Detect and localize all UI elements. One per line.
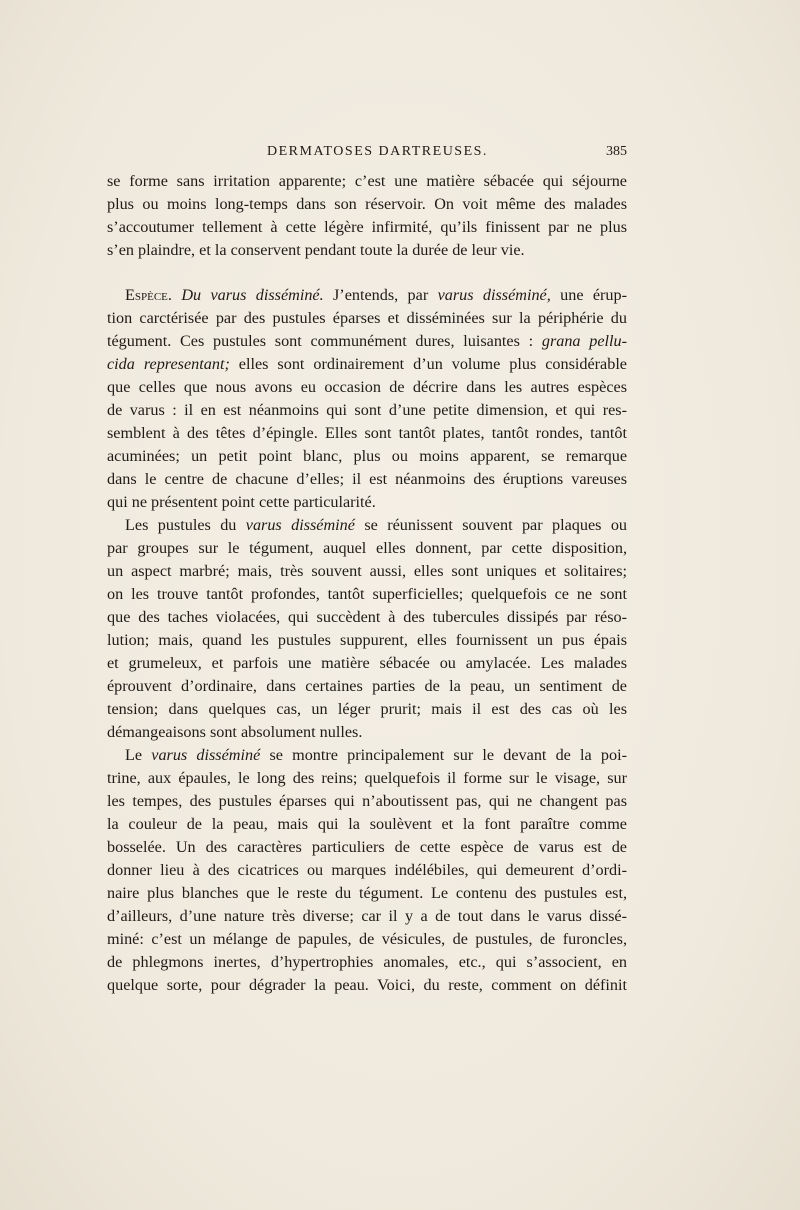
text-line: lution; mais, quand les pustules suppurent, elles fournissent un pus épais xyxy=(107,631,627,649)
italic-latin: cida representant; xyxy=(107,355,230,373)
body-text xyxy=(107,170,627,997)
italic-term: varus disséminé xyxy=(245,516,355,534)
text-line: naire plus blanches que le reste du tégument. Le contenu des pustules est, xyxy=(107,884,627,902)
text-line: tension; dans quelques cas, un léger prurit; mais il est des cas où les xyxy=(107,700,627,718)
text-line: de varus : il en est néanmoins qui sont d’une petite dimension, et qui res- xyxy=(107,401,627,419)
text-line: bosselée. Un des caractères particuliers de cette espèce de varus est de xyxy=(107,838,627,856)
text-line: plus ou moins long-temps dans son réservoir. On voit même des malades xyxy=(107,195,627,213)
paragraph-gap xyxy=(107,262,627,284)
italic-term: varus disséminé, xyxy=(437,286,551,304)
text-line: Les pustules du varus disséminé se réunissent souvent par plaques ou xyxy=(125,516,628,534)
text-line: cida representant; elles sont ordinairement d’un volume plus considérable xyxy=(107,355,627,373)
page-number: 385 xyxy=(606,144,627,159)
running-title: DERMATOSES DARTREUSES. xyxy=(267,144,488,159)
text-line: tion carctérisée par des pustules éparses et disséminées sur la périphérie du xyxy=(107,309,627,327)
text-line: donner lieu à des cicatrices ou marques indélébiles, qui demeurent d’ordi- xyxy=(107,861,627,879)
text-line: par groupes sur le tégument, auquel elles donnent, par cette disposition, xyxy=(107,539,627,557)
text-line: un aspect marbré; mais, très souvent aussi, elles sont uniques et solitaires; xyxy=(107,562,627,580)
text-line: Espèce. Du varus disséminé. J’entends, par varus disséminé, une érup- xyxy=(125,286,628,304)
text-line: que des taches violacées, qui succèdent à des tubercules dissipés par réso- xyxy=(107,608,627,626)
text-line: les tempes, des pustules éparses qui n’aboutissent pas, qui ne changent pas xyxy=(107,792,627,810)
text-line: qui ne présentent point cette particularité. xyxy=(107,493,376,511)
text-line: éprouvent d’ordinaire, dans certaines parties de la peau, un sentiment de xyxy=(107,677,627,695)
text-line: Le varus disséminé se montre principalement sur le devant de la poi- xyxy=(125,746,627,764)
text-line: d’ailleurs, d’une nature très diverse; car il y a de tout dans le varus dissé- xyxy=(107,907,627,925)
text-line: de phlegmons inertes, d’hypertrophies anomales, etc., qui s’associent, en xyxy=(107,953,627,971)
text-line: que celles que nous avons eu occasion de décrire dans les autres espèces xyxy=(107,378,627,396)
text-line: tégument. Ces pustules sont communément dures, luisantes : grana pellu- xyxy=(107,332,627,350)
text-line: la couleur de la peau, mais qui la soulèvent et la font paraître comme xyxy=(107,815,627,833)
text-line: s’accoutumer tellement à cette légère infirmité, qu’ils finissent par ne plus xyxy=(107,218,627,236)
text-line: démangeaisons sont absolument nulles. xyxy=(107,723,363,741)
italic-latin: grana pellu- xyxy=(541,332,627,350)
text-line: quelque sorte, pour dégrader la peau. Voici, du reste, comment on définit xyxy=(107,976,627,994)
italic-term: varus disséminé xyxy=(151,746,261,764)
text-line: semblent à des têtes d’épingle. Elles sont tantôt plates, tantôt rondes, tantôt xyxy=(107,424,627,442)
text-line: dans le centre de chacune d’elles; il est néanmoins des éruptions vareuses xyxy=(107,470,627,488)
text-line: on les trouve tantôt profondes, tantôt superficielles; quelquefois ce ne sont xyxy=(107,585,627,603)
text-line: miné: c’est un mélange de papules, de vésicules, de pustules, de furoncles, xyxy=(107,930,627,948)
italic-term: Du varus disséminé. xyxy=(181,286,324,304)
text-line: et grumeleux, et parfois une matière sébacée ou amylacée. Les malades xyxy=(107,654,627,672)
text-line: se forme sans irritation apparente; c’est une matière sébacée qui séjourne xyxy=(107,172,627,190)
text-line: acuminées; un petit point blanc, plus ou moins apparent, se remarque xyxy=(107,447,627,465)
running-head xyxy=(107,144,627,168)
text-line: trine, aux épaules, le long des reins; quelquefois il forme sur le visage, sur xyxy=(107,769,627,787)
section-label: Espèce. xyxy=(125,286,172,304)
text-line: s’en plaindre, et la conservent pendant toute la durée de leur vie. xyxy=(107,241,525,259)
